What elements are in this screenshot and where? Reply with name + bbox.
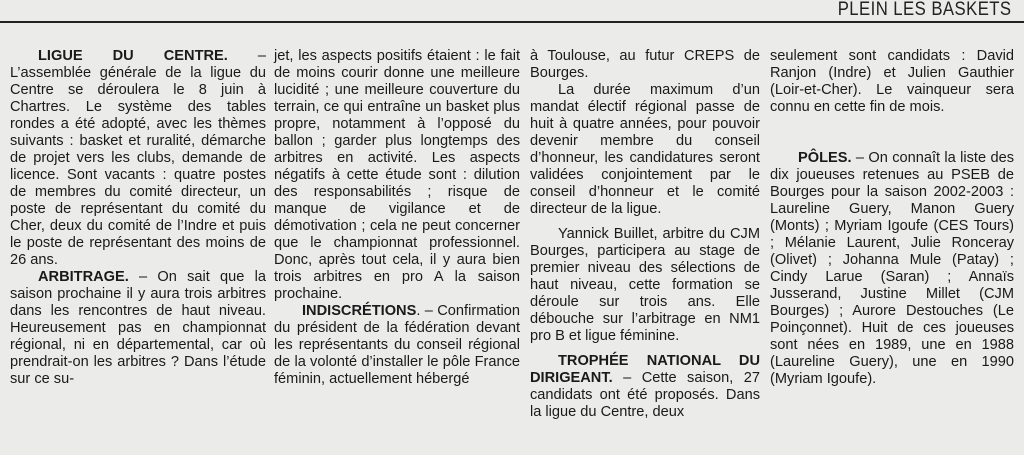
paragraph-ligue-du-centre (10, 48, 266, 269)
body-text: – L’assemblée générale de la ligue du Centre se déroulera le 8 juin à Chartres. Le système des tables rondes a été adopté, avec les thèmes suivants : basket et ruralité, démarche de projet vers les clubs, demande de licence. Sont vacants : quatre postes de membres du comité directeur, un poste de représentant du comité du Cher, deux du comité de l’Indre et puis le poste de représentant des moins de 26 ans. (10, 48, 266, 268)
paragraph-trophee (530, 353, 760, 421)
body-text: à Toulouse, au futur CREPS de Bourges. (530, 48, 760, 81)
kicker-poles: PÔLES. (798, 150, 852, 166)
paragraph-continuation (770, 48, 1014, 116)
body-text: – On connaît la liste des dix joueuses retenues au PSEB de Bourges pour la saison 2002-2003 : Laureline Guery, Manon Guery (Monts) ; Myriam Igoufe (CES Tours) ; Mélanie Laurent, Julie Ronceray (Olivet) ; Johanna Mule (Patay) ; Cindy Larue (Saran) ; Annaïs Jusserand, Justine Millet (CJM Bourges) ; Aurore Destouches (Le Poinçonnet). Huit de ces joueuses sont nées en 1989, une en 1988 (Laureline Guery), une en 1990 (Myriam Igoufe). (770, 150, 1014, 387)
body-text: . – Confirmation du président de la fédération devant les représentants du conseil régional de la volonté d’installer le pôle France féminin, actuellement hébergé (274, 303, 520, 387)
article-column-2 (274, 48, 520, 388)
body-text: – Cette saison, 27 candidats ont été proposés. Dans la ligue du Centre, deux (530, 370, 760, 420)
paragraph-mandat (530, 82, 760, 218)
body-text: La durée maximum d’un mandat électif régional passe de huit à quatre années, pour pouvoir devenir membre du conseil d’honneur, les candidatures seront validées conjointement par le conseil d’honneur et le comité directeur de la ligue. (530, 82, 760, 217)
paragraph-gap (770, 116, 1014, 150)
kicker-ligue-du-centre: LIGUE DU CENTRE. (38, 48, 228, 64)
paragraph-indiscretions (274, 303, 520, 388)
paragraph-buillet (530, 226, 760, 345)
paragraph-poles (770, 150, 1014, 388)
kicker-arbitrage: ARBITRAGE. (38, 269, 129, 285)
body-text: – On sait que la saison prochaine il y aura trois arbitres dans les rencontres de haut niveau. Heureusement pas en championnat régional, ni en départemental, car où prendrait-on les arbitres ? Dans l’étude sur ce su- (10, 269, 266, 387)
section-title: PLEIN LES BASKETS (838, 0, 1012, 20)
paragraph-continuation (274, 48, 520, 303)
article-column-1 (10, 48, 266, 388)
kicker-trophee: TROPHÉE NATIONAL DU DIRIGEANT. (530, 353, 760, 386)
header-rule (0, 21, 1024, 23)
article-column-4 (770, 48, 1014, 388)
body-text: Yannick Buillet, arbitre du CJM Bourges, participera au stage de premier niveau des sélections de haut niveau, cette formation se déroule sur trois ans. Elle débouche sur l’arbitrage en NM1 pro B et ligue féminine. (530, 226, 760, 344)
body-text: seulement sont candidats : David Ranjon (Indre) et Julien Gauthier (Loir-et-Cher). Le vainqueur sera connu en cette fin de mois. (770, 48, 1014, 115)
paragraph-arbitrage (10, 269, 266, 388)
page-header (0, 0, 1024, 22)
kicker-indiscretions: INDISCRÉTIONS (302, 303, 417, 319)
paragraph-continuation (530, 48, 760, 82)
article-column-3 (530, 48, 760, 421)
body-text: jet, les aspects positifs étaient : le fait de moins courir donne une meilleure lucidité ; une meilleure couverture du terrain, ce qui entraîne un basket plus propre, notamment à l’opposé du ballon ; garder plus longtemps des arbitres en activité. Les aspects négatifs à cette étude sont : dilution des responsabilités ; risque de manque de vigilance et de démotivation ; cela ne peut concerner que le championnat professionnel. Donc, après tout cela, il y aura bien trois arbitres en pro A la saison prochaine. (274, 48, 520, 302)
